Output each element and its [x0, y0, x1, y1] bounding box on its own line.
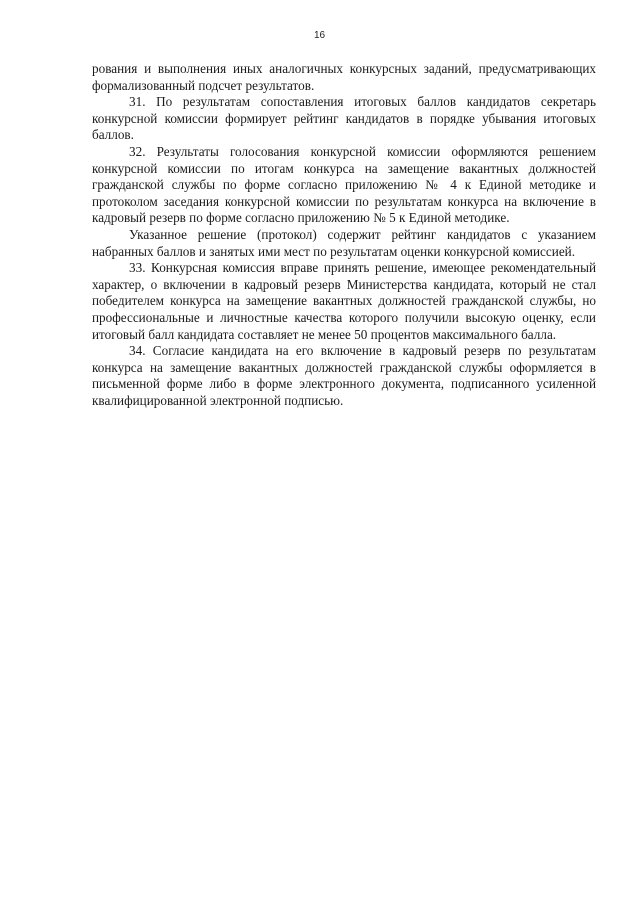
- paragraph-continuation: рования и выполнения иных аналогичных конкурсных заданий, предусматривающих формализованный подсчет результатов.: [92, 61, 596, 93]
- page-number: 16: [313, 30, 326, 41]
- document-body: [92, 61, 596, 409]
- paragraph-32: 32. Результаты голосования конкурсной комиссии оформляются решением конкурсной комиссии по итогам конкурса на замещение вакантных должностей гражданской службы по форме согласно приложению № 4 к Единой методике и протоколом заседания конкурсной комиссии по результатам конкурса на включение в кадровый резерв по форме согласно приложению № 5 к Единой методике.: [92, 143, 596, 226]
- paragraph-33: 33. Конкурсная комиссия вправе принять решение, имеющее рекомендательный характер, о включении в кадровый резерв Министерства кандидата, который не стал победителем конкурса на замещение вакантных должностей гражданской службы, но профессиональные и личностные качества которого получили высокую оценку, если итоговый балл кандидата составляет не менее 50 процентов максимального балла.: [92, 260, 596, 342]
- paragraph-34: 34. Согласие кандидата на его включение в кадровый резерв по результатам конкурса на замещение вакантных должностей гражданской службы оформляется в письменной форме либо в форме электронного документа, подписанного усиленной квалифицированной электронной подписью.: [92, 343, 596, 408]
- paragraph-31: 31. По результатам сопоставления итоговых баллов кандидатов секретарь конкурсной комиссии формирует рейтинг кандидатов в порядке убывания итоговых баллов.: [92, 94, 596, 143]
- paragraph-32-note: Указанное решение (протокол) содержит рейтинг кандидатов с указанием набранных баллов и занятых ими мест по результатам оценки конкурсной комиссией.: [92, 226, 596, 259]
